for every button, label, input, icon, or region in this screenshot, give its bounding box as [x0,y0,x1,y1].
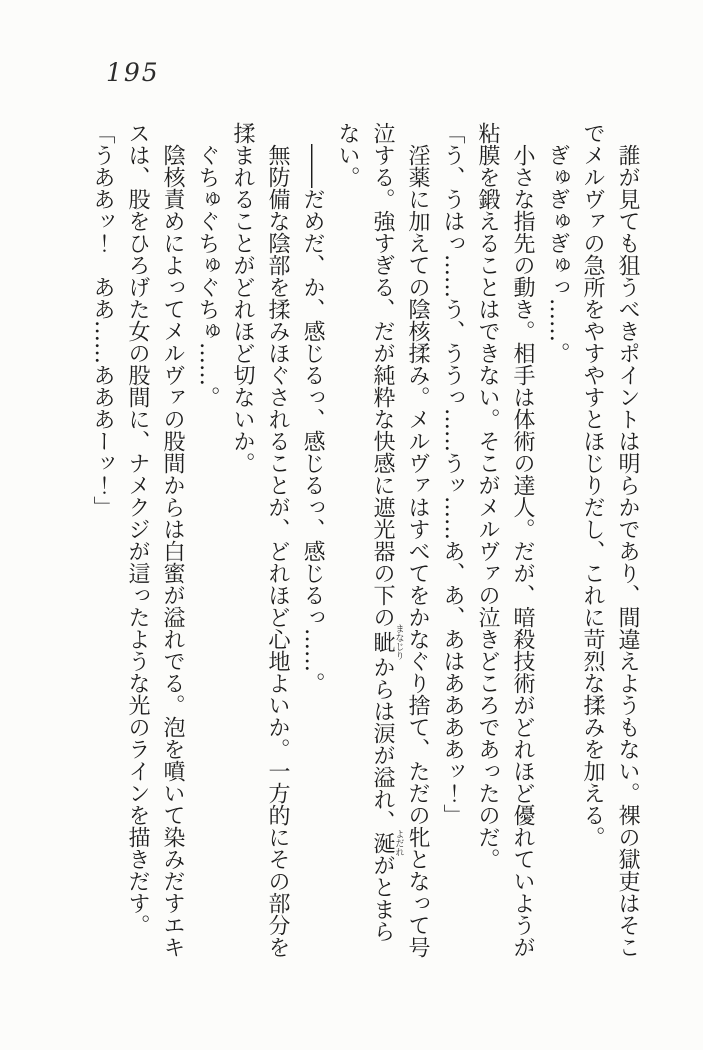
text-columns [85,122,645,958]
paragraph: 淫薬に加えての陰核揉み。メルヴァはすべてをかなぐり捨て、ただの牝となって号泣する。強すぎる、だが純粋な快感に遮光器の下の眦まなじりからは涙が溢れ、涎よだれがとまらない。 [335,122,430,958]
page-number: 195 [106,58,160,87]
ruby-annotated-word: 眦まなじり [370,624,404,660]
paragraph: 陰核責めによってメルヴァの股間からは白蜜が溢れでる。泡を噴いて染みだすエキスは、股をひろげた女の股間に、ナメクジが這ったような光のラインを描きだす。 [125,122,185,958]
paragraph: ぎゅぎゅぎゅっ……。 [545,144,570,364]
paragraph: ――だめだ、か、感じるっ、感じるっ、感じるっ……。 [300,144,325,694]
paragraph: 「うああッ！ ああ……あああーッ！」 [90,122,115,518]
paragraph: 小さな指先の動き。相手は体術の達人。だが、暗殺技術がどれほど優れていようが粘膜を鍛えることはできない。そこがメルヴァの泣きどころであったのだ。 [475,122,535,958]
paragraph: ぐちゅぐちゅぐちゅ……。 [195,144,220,408]
paragraph: 「う、うはっ……う、ううっ……うッ……あ、あ、あはああああッ！」 [440,122,465,826]
paragraph: 誰が見ても狙うべきポイントは明らかであり、間違えようもない。裸の獄吏はそこでメルヴァの急所をやすやすとほじりだし、これに苛烈な揉みを加える。 [580,122,640,958]
paragraph: 無防備な陰部を揉みほぐされることが、どれほど心地よいか。一方的にその部分を揉まれることがどれほど切ないか。 [230,122,290,958]
ruby-annotated-word: 涎よだれ [370,829,404,857]
